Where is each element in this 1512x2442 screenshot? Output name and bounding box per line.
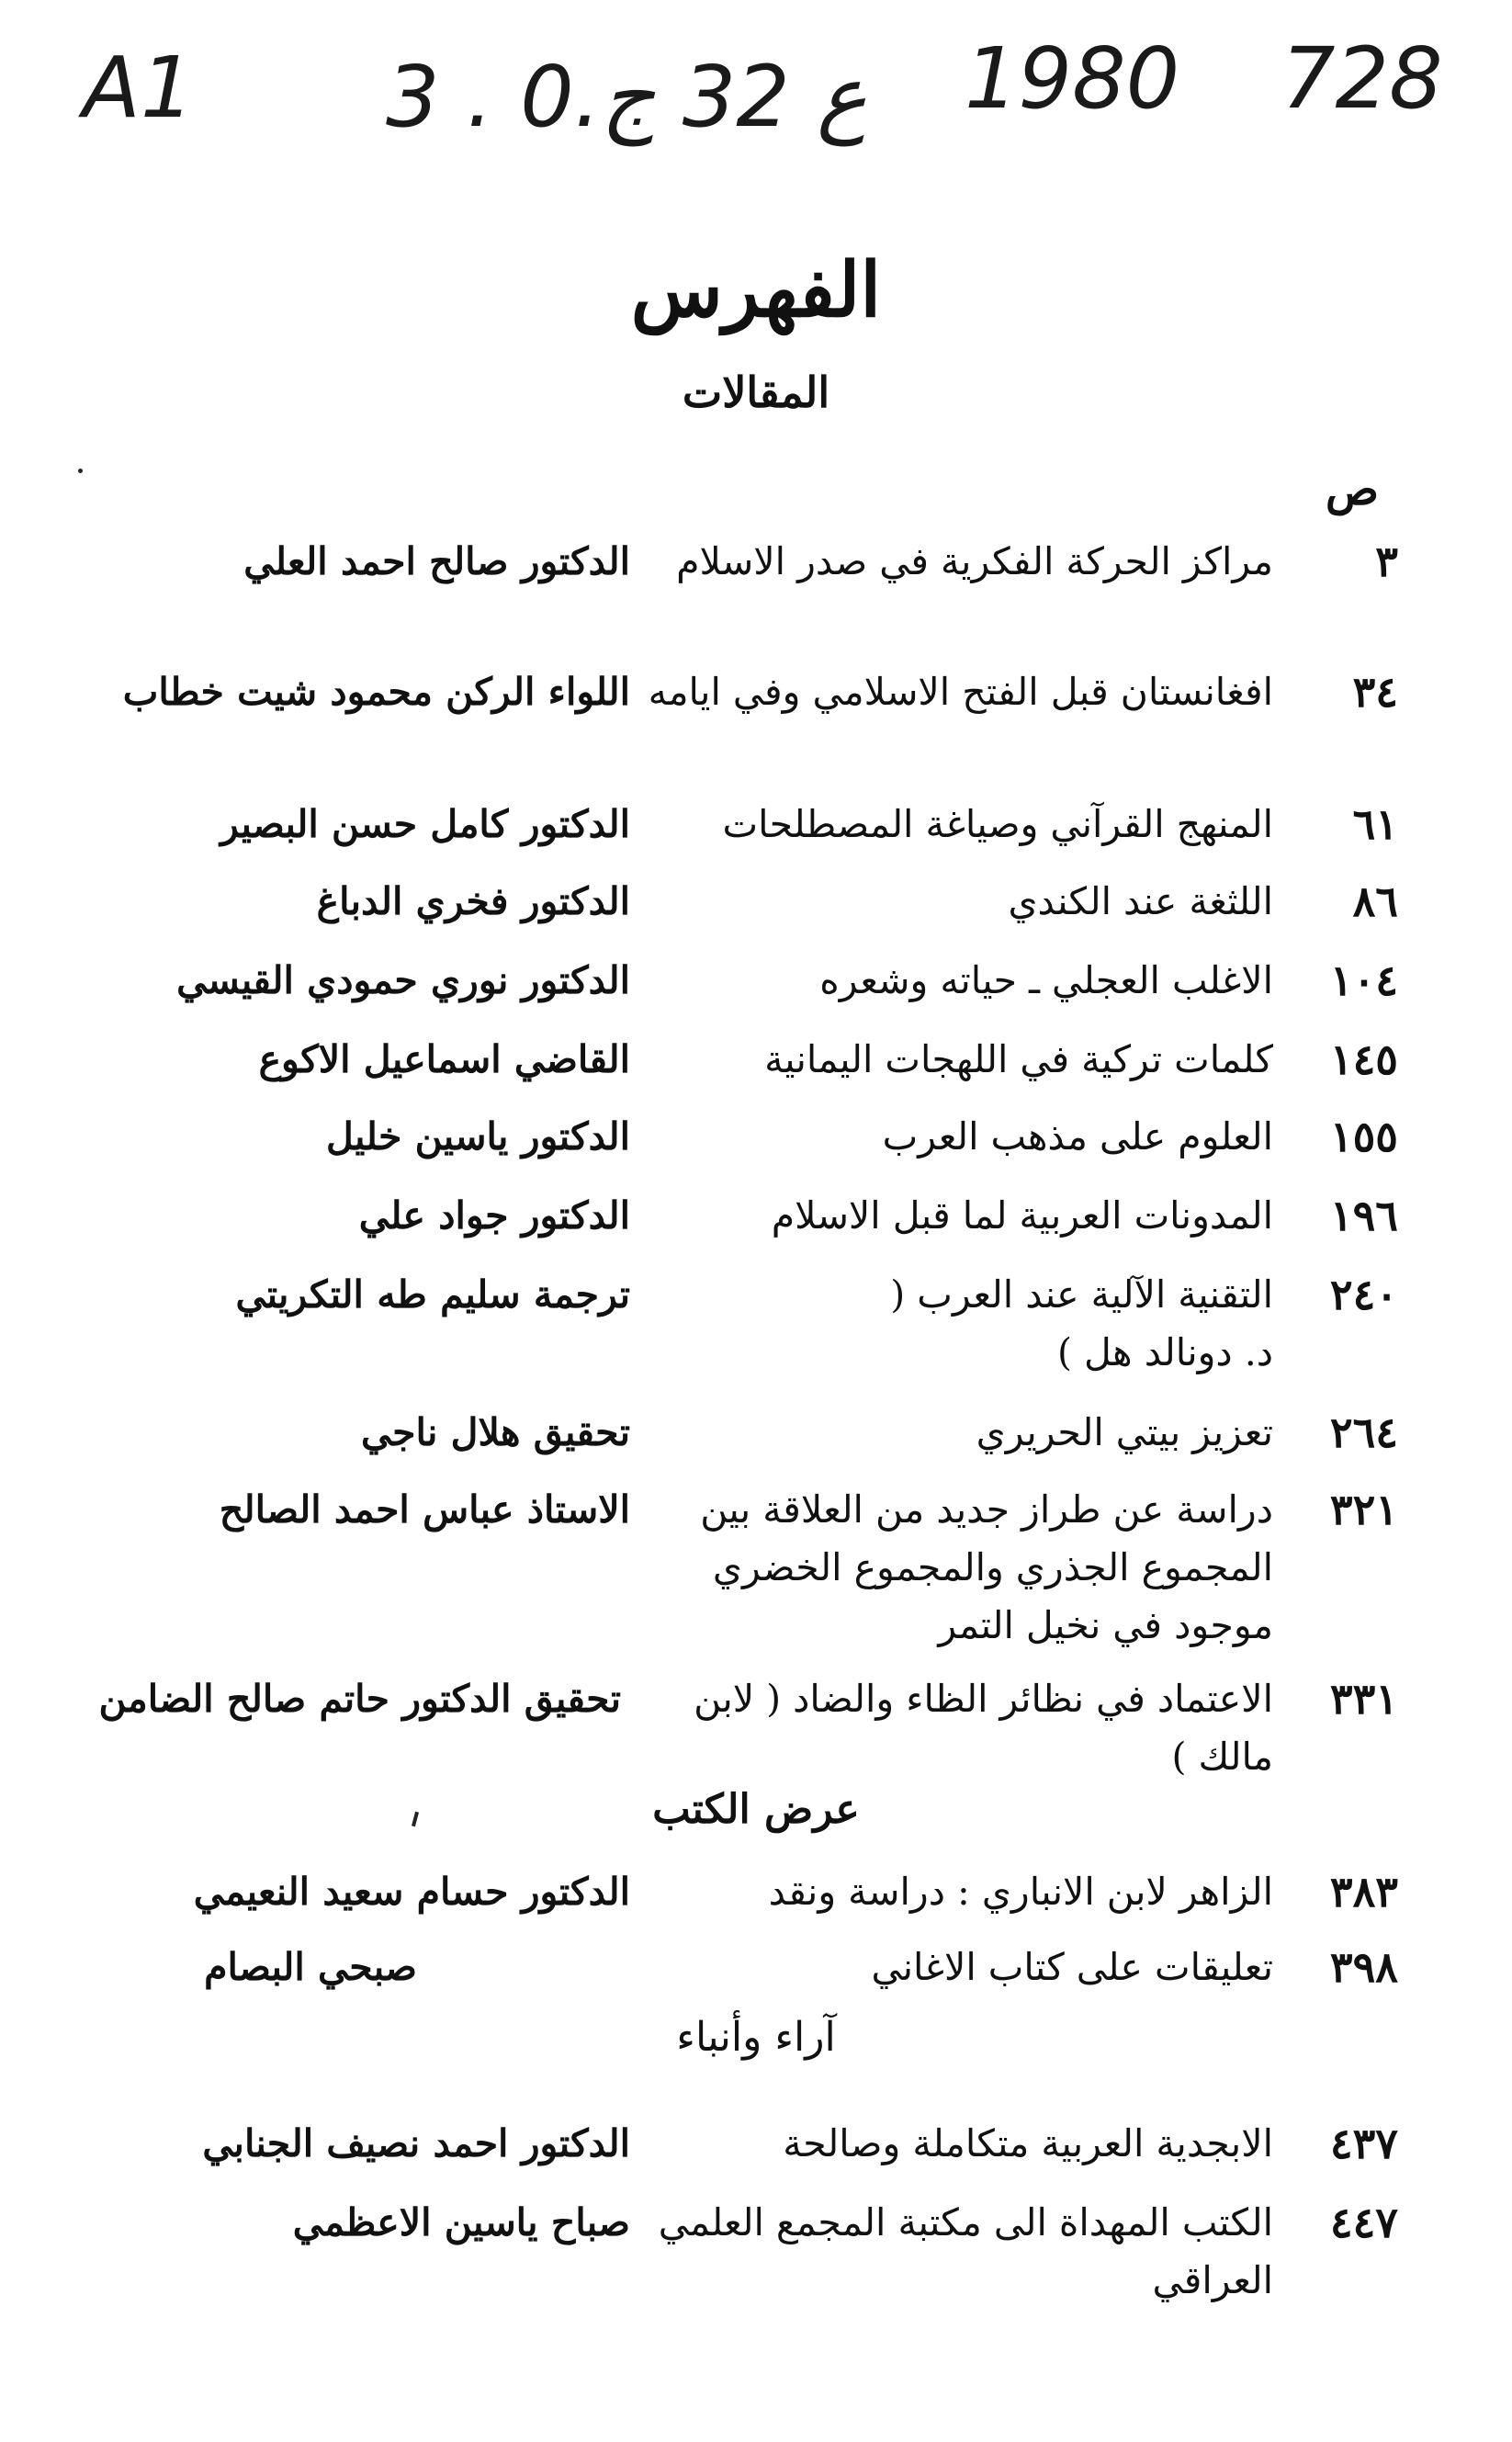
entry-title: الزاهر لابن الانباري : دراسة ونقد bbox=[768, 1870, 1273, 1914]
entry-title: الكتب المهداة الى مكتبة المجمع العلمي العراقي bbox=[658, 2200, 1273, 2302]
entry-author: القاضي اسماعيل الاكوع bbox=[258, 1037, 630, 1081]
entry-page-number: ٣٨٣ bbox=[1329, 1867, 1398, 1916]
section-heading-books: عرض الكتب bbox=[652, 1786, 860, 1833]
entry-title: افغانستان قبل الفتح الاسلامي وفي ايامه bbox=[648, 670, 1273, 714]
section-heading-news: آراء وأنباء bbox=[676, 2014, 836, 2061]
toc-entry bbox=[0, 1939, 1512, 2012]
entry-title: كلمات تركية في اللهجات اليمانية bbox=[764, 1037, 1273, 1081]
toc-entry bbox=[0, 1481, 1512, 1647]
toc-entry bbox=[0, 1266, 1512, 1374]
entry-page-number: ٣٣١ bbox=[1329, 1674, 1398, 1724]
entry-title: اللثغة عند الكندي bbox=[1008, 879, 1273, 923]
entry-title: المدونات العربية لما قبل الاسلام bbox=[771, 1193, 1273, 1238]
entry-page-number: ٨٦ bbox=[1352, 876, 1398, 926]
entry-author: ترجمة سليم طه التكريتي bbox=[235, 1272, 630, 1317]
toc-entry bbox=[0, 2194, 1512, 2302]
entry-title: الاعتماد في نظائر الظاء والضاد ( لابن مالك ) bbox=[694, 1677, 1273, 1779]
entry-title: العلوم على مذهب العرب bbox=[882, 1114, 1273, 1159]
entry-author: تحقيق هلال ناجي bbox=[360, 1410, 630, 1454]
page-title: الفهرس bbox=[630, 246, 882, 334]
entry-title: تعليقات على كتاب الاغاني bbox=[871, 1945, 1273, 1989]
entry-page-number: ٣٢١ bbox=[1329, 1485, 1398, 1534]
entry-title: التقنية الآلية عند العرب ( د. دونالد هل ) bbox=[890, 1272, 1273, 1374]
entry-page-number: ١٥٥ bbox=[1329, 1112, 1398, 1161]
entry-title: الابجدية العربية متكاملة وصالحة bbox=[783, 2121, 1273, 2165]
entry-author: الاستاذ عباس احمد الصالح bbox=[219, 1487, 630, 1532]
toc-entry bbox=[0, 873, 1512, 946]
entry-author: الدكتور ياسين خليل bbox=[325, 1114, 630, 1159]
page-column-label: ص bbox=[1325, 464, 1380, 515]
entry-title: مراكز الحركة الفكرية في صدر الاسلام bbox=[676, 539, 1273, 583]
entry-title: تعزيز بيتي الحريري bbox=[976, 1410, 1273, 1454]
toc-entry bbox=[0, 663, 1512, 737]
entry-page-number: ٣٤ bbox=[1352, 667, 1398, 717]
entry-author: الدكتور فخري الدباغ bbox=[316, 879, 630, 923]
entry-author: الدكتور كامل حسن البصير bbox=[220, 802, 630, 846]
toc-entry bbox=[0, 533, 1512, 606]
entry-page-number: ٢٦٤ bbox=[1329, 1408, 1398, 1457]
entry-page-number: ١٤٥ bbox=[1329, 1034, 1398, 1084]
entry-title: الاغلب العجلي ـ حياته وشعره bbox=[819, 958, 1273, 1002]
handwritten-code: A1 bbox=[83, 39, 195, 137]
entry-page-number: ٣ bbox=[1375, 537, 1398, 586]
section-heading-articles: المقالات bbox=[682, 367, 830, 417]
entry-author: الدكتور حسام سعيد النعيمي bbox=[193, 1870, 630, 1914]
entry-page-number: ٦١ bbox=[1352, 799, 1398, 849]
entry-author: الدكتور احمد نصيف الجنابي bbox=[202, 2121, 630, 2165]
entry-author: اللواء الركن محمود شيت خطاب bbox=[122, 670, 630, 714]
entry-author: الدكتور نوري حمودي القيسي bbox=[176, 958, 630, 1002]
entry-author: تحقيق الدكتور حاتم صالح الضامن bbox=[98, 1677, 621, 1721]
entry-page-number: ٢٤٠ bbox=[1329, 1270, 1398, 1319]
entry-page-number: ٣٩٨ bbox=[1329, 1942, 1398, 1992]
handwritten-year: 1980 bbox=[965, 29, 1180, 128]
toc-entry bbox=[0, 1108, 1512, 1181]
entry-author: صبحي البصام bbox=[204, 1945, 417, 1989]
toc-entry bbox=[0, 2115, 1512, 2188]
toc-entry bbox=[0, 1187, 1512, 1261]
entry-page-number: ١٠٤ bbox=[1329, 955, 1398, 1005]
toc-entry bbox=[0, 952, 1512, 1025]
toc-entry bbox=[0, 1863, 1512, 1937]
toc-entry bbox=[0, 1031, 1512, 1104]
toc-entry bbox=[0, 796, 1512, 869]
entry-page-number: ١٩٦ bbox=[1329, 1191, 1398, 1240]
entry-author: الدكتور صالح احمد العلي bbox=[243, 539, 630, 583]
entry-author: صباح ياسين الاعظمي bbox=[292, 2200, 630, 2244]
handwritten-volume: 3 . ع 32 ج.0 bbox=[386, 48, 867, 146]
entry-page-number: ٤٣٧ bbox=[1329, 2119, 1398, 2168]
entry-page-number: ٤٤٧ bbox=[1329, 2198, 1398, 2247]
entry-author: الدكتور جواد علي bbox=[358, 1193, 630, 1238]
entry-title: المنهج القرآني وصياغة المصطلحات bbox=[722, 802, 1273, 846]
toc-entry bbox=[0, 1670, 1512, 1779]
toc-entry bbox=[0, 1404, 1512, 1477]
entry-title: دراسة عن طراز جديد من العلاقة بين المجموع الجذري والمجموع الخضري موجود في نخيل التمر bbox=[700, 1487, 1273, 1647]
handwritten-number: 728 bbox=[1281, 29, 1443, 128]
